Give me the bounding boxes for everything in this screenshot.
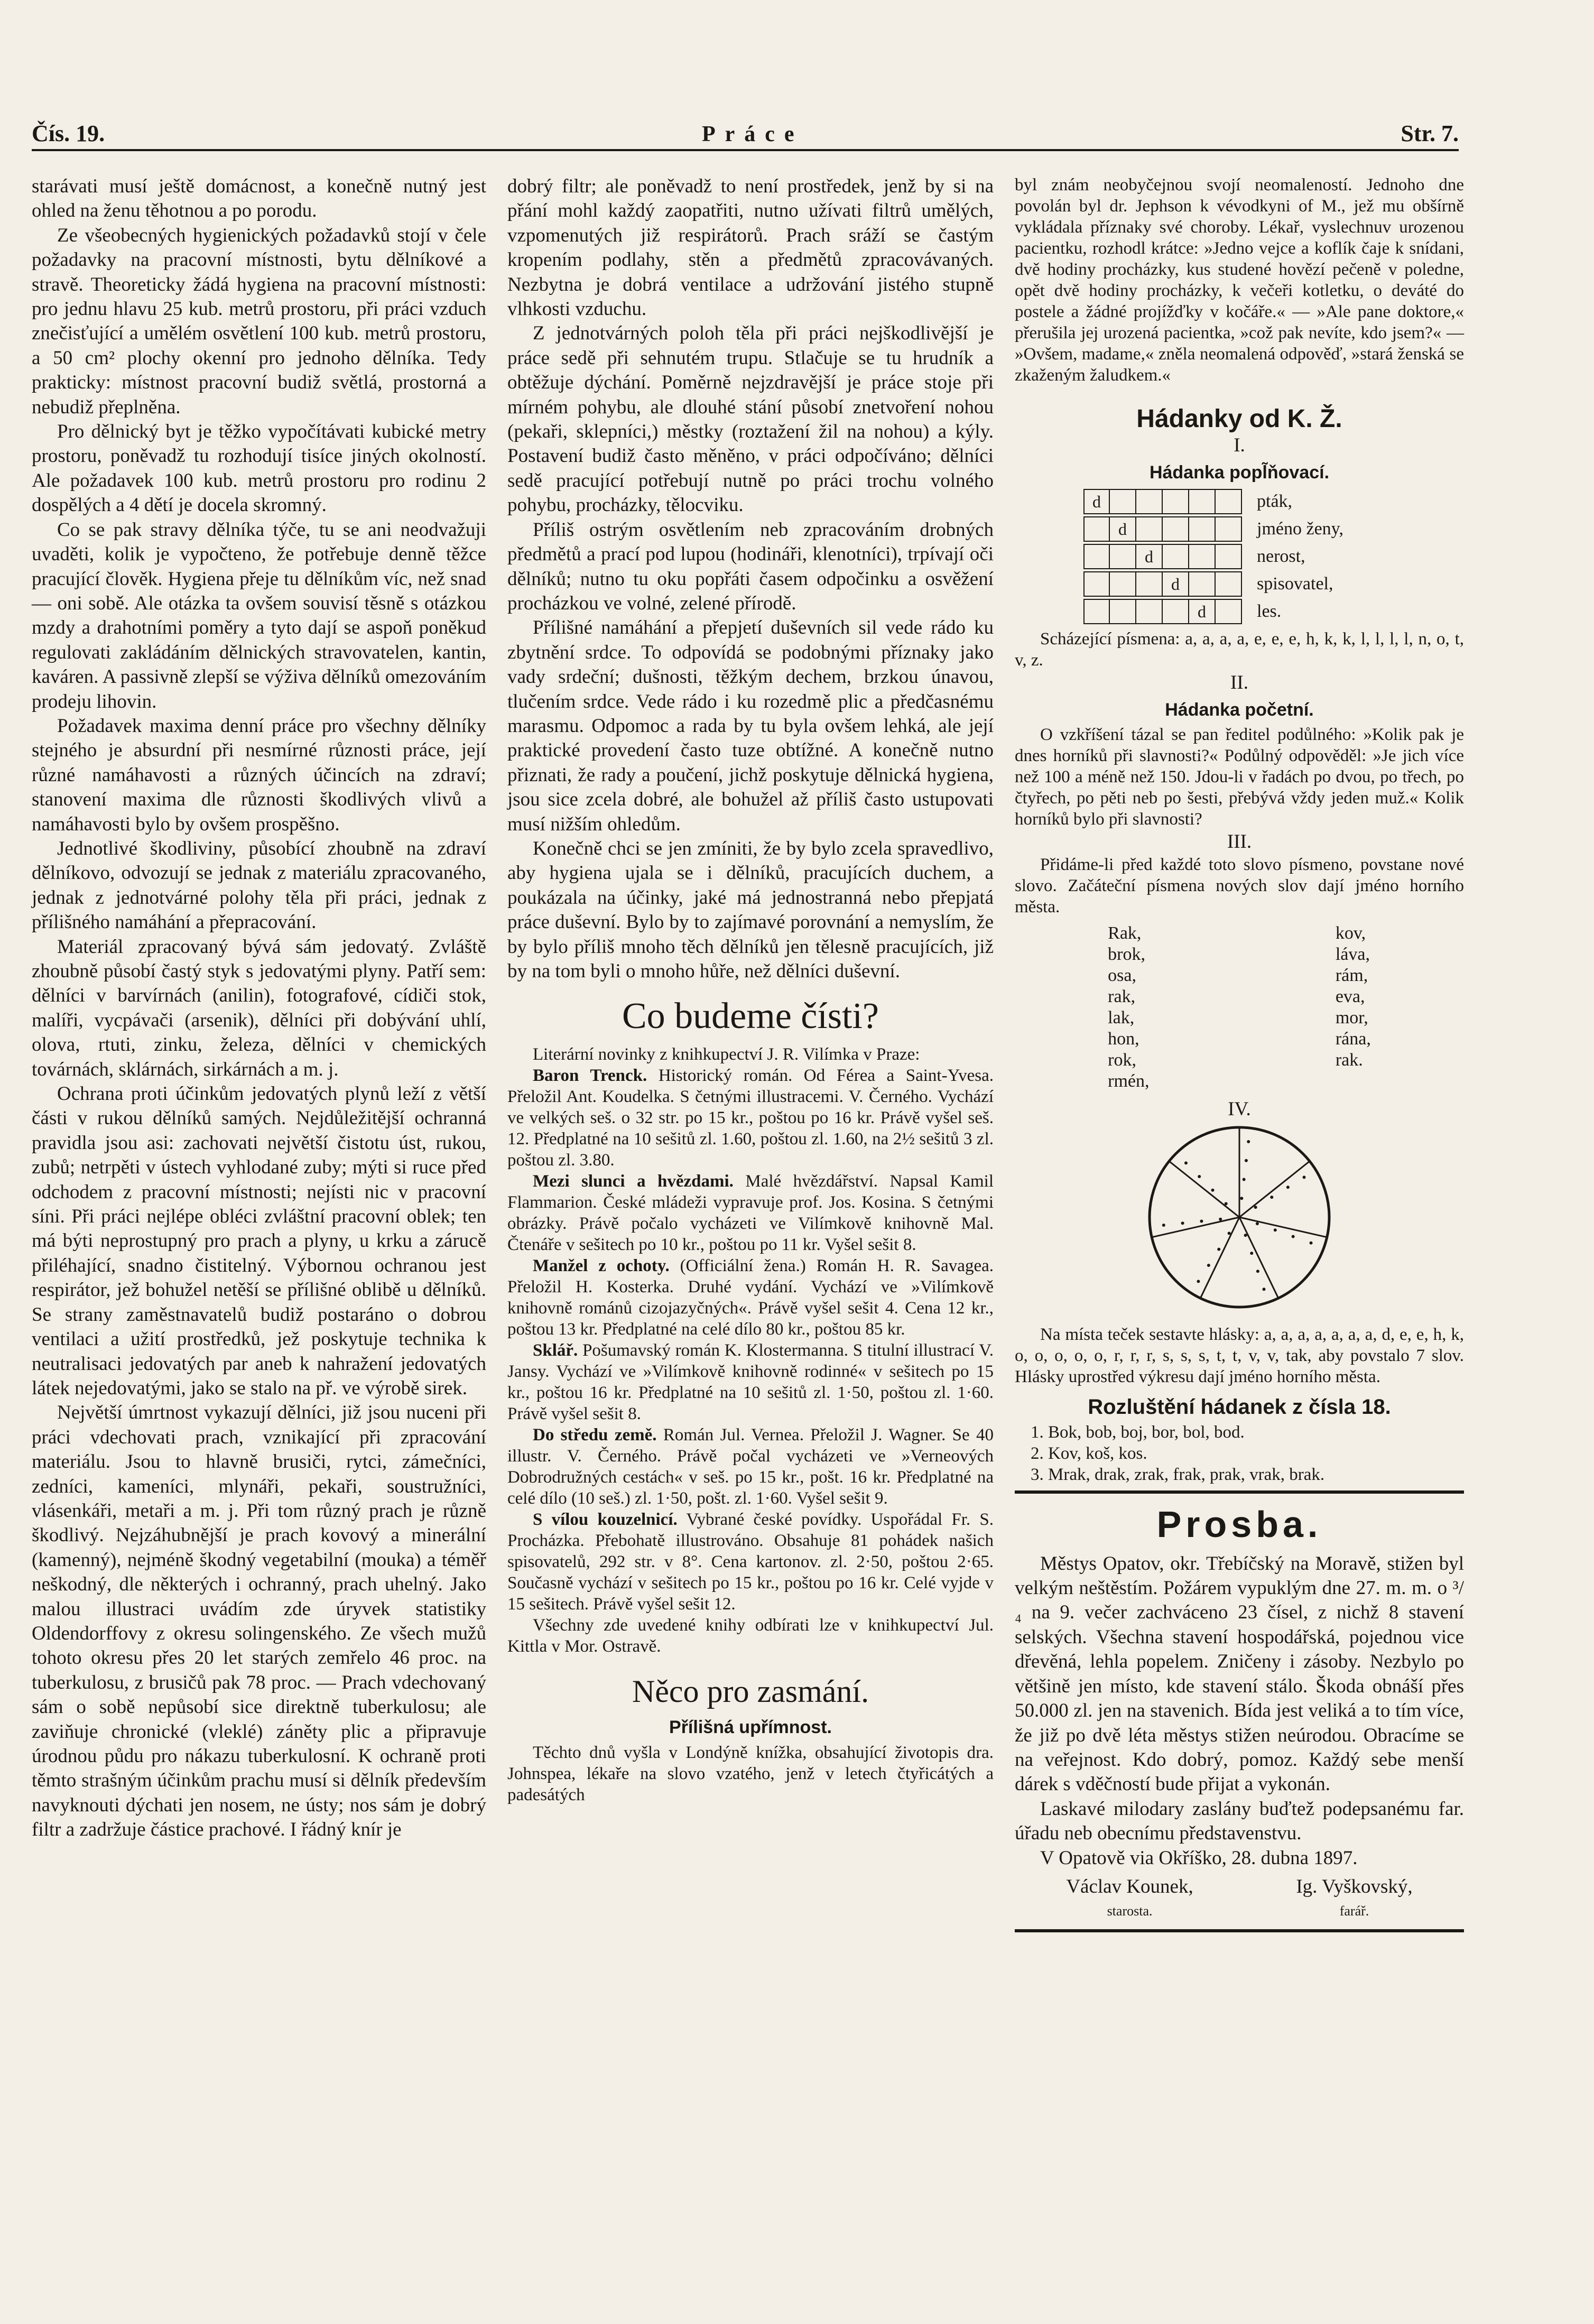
wheel-dot <box>1274 1228 1277 1232</box>
puzzle-3-text: Přidáme-li před každé toto slovo písmeno, povstane nové slovo. Začáteční písmena nových slov dají jméno horního města. <box>1015 855 1464 917</box>
word-item: rok, <box>1108 1050 1136 1070</box>
word-item: eva, <box>1335 987 1365 1007</box>
word-item: brok, <box>1108 945 1145 965</box>
paragraph: Přílišné namáhání a přepjetí duševních sil vede rádo ku zbytnění srdce. To odpovídá se podobnými příznaky jako vady srdeční; dušnosti, těžkým dechem, brzkou únavou, tlučením srdce. Vede rádo i ku rozedmě plic a předčasnému marasmu. Odpomoc a rada by tu byla ovšem lehká, ale její praktické provedení často tuze obtížné. A konečně nutno přiznati, že rady a poučení, jichž poskytuje dělnická hygiena, jsou sice zcela dobré, ale bohužel až příliš často ustupovati musí nižším ohledům. <box>507 617 994 835</box>
signature-2-name: Ig. Vyškovský, <box>1296 1875 1413 1897</box>
solution-item: 1. Bok, bob, boj, bor, bol, bod. <box>1031 1422 1245 1442</box>
wheel-dot <box>1197 1280 1200 1283</box>
paragraph: Jednotlivé škodliviny, působící zhoubně na zdraví dělníkovo, odvozují se jednak z materiálu zpracovaného, jednak z jednotvárné polohy těla při práci, jednak z přílišného namáhání a přepracování. <box>32 837 486 933</box>
wheel-dot <box>1225 1202 1228 1205</box>
book-title: Mezi slunci a hvězdami. <box>533 1172 734 1191</box>
column-1 <box>32 174 486 1842</box>
grid-cell: d <box>1110 516 1136 542</box>
book-item <box>507 1424 994 1509</box>
word-item: lak, <box>1108 1008 1135 1028</box>
books-closing: Všechny zde uvedené knihy odbírati lze v knihkupectví Jul. Kittla v Mor. Ostravě. <box>507 1616 994 1656</box>
grid-cell: d <box>1163 571 1189 597</box>
grid-cell <box>1110 571 1136 597</box>
signature-1-role: starosta. <box>1107 1903 1153 1919</box>
appeal-text-2: Laskavé milodary zaslány buďtež podepsanému far. úřadu neb obecnímu představenstvu. <box>1015 1798 1464 1845</box>
column-3 <box>1015 174 1464 1932</box>
wheel-dot <box>1228 1232 1231 1235</box>
grid-cells <box>1083 571 1242 597</box>
signature-1-name: Václav Kounek, <box>1066 1875 1193 1897</box>
grid-cell <box>1163 516 1189 542</box>
wheel-dot <box>1217 1248 1220 1251</box>
grid-cell <box>1189 544 1216 569</box>
book-title: Baron Trenck. <box>533 1066 647 1086</box>
grid-cell <box>1110 489 1136 514</box>
wheel-dot <box>1200 1219 1203 1223</box>
book-text: Vybrané české povídky. Uspořádal Fr. S. Procházka. Přebohatě illustrováno. Obsahuje 81 pohádek našich spisovatelů, 292 str. v 8°. Cena kartonov. zl. 2·50, poštou 2·65. Současně vychází v sešitech po 15 kr., poštou po 16 kr. Celé vyjde v 15 sešitech. Právě vyšel sešit 12. <box>507 1510 994 1614</box>
newspaper-title: Práce <box>701 122 804 146</box>
puzzle-1-number: I. <box>1234 434 1245 457</box>
solutions-heading: Rozluštění hádanek z čísla 18. <box>1088 1395 1391 1419</box>
wheel-dot <box>1254 1206 1257 1209</box>
puzzle-2-number: II. <box>1230 672 1248 694</box>
grid-cells <box>1083 544 1242 569</box>
book-item <box>507 1340 994 1424</box>
books-heading: Co budeme čísti? <box>622 996 879 1037</box>
wheel-spoke <box>1239 1217 1278 1298</box>
wheel-spoke <box>1152 1217 1239 1237</box>
word-item: Rak, <box>1108 923 1142 943</box>
puzzle-grid <box>1083 488 1464 625</box>
books-intro: Literární novinky z knihkupectví J. R. Vilímka v Praze: <box>533 1045 920 1064</box>
puzzle-3-right-words <box>1336 923 1371 1092</box>
grid-cell <box>1083 599 1110 624</box>
wheel-dot <box>1247 1140 1250 1143</box>
fun-heading: Něco pro zasmání. <box>632 1674 869 1709</box>
grid-cell <box>1136 599 1163 624</box>
grid-hint: spisovatel, <box>1257 574 1333 594</box>
wheel-dot <box>1219 1218 1222 1221</box>
paragraph: Konečně chci se jen zmíniti, že by bylo zcela spravedlivo, aby hygiena ujala se i dělníků, pracujících duchem, a poukázala na účinky, jaké má jednostranná nebo přepjatá práce duševní. Bylo by to zajímavé porovnání a nemyslím, že by bylo příliš mnoho těch dělníků jen tělesně pracujících, již by na tom byli o mnoho hůře, než dělníci duševní. <box>507 837 994 982</box>
grid-cell: d <box>1083 489 1110 514</box>
grid-row <box>1083 515 1464 543</box>
page-number: Str. 7. <box>1401 121 1459 146</box>
paragraph: Požadavek maxima denní práce pro všechny dělníky stejného je absurdní při nesmírné různosti práce, její různé namáhavosti a různých účincích na zdraví; stanovení maxima dle různosti škodlivých vlivů a namáhavosti bylo by ovšem prospěšno. <box>32 715 486 835</box>
book-item <box>507 1171 994 1255</box>
grid-cells <box>1083 516 1242 542</box>
appeal-heading: Prosba. <box>1156 1503 1322 1545</box>
wheel-dot <box>1243 1178 1246 1181</box>
wheel-diagram <box>1015 1122 1464 1318</box>
word-item: rak, <box>1108 987 1136 1007</box>
wheel-dot <box>1184 1161 1188 1164</box>
wheel-dot <box>1207 1264 1210 1267</box>
paragraph: starávati musí ještě domácnost, a konečně nutný jest ohled na ženu těhotnou a po porodu. <box>32 175 486 222</box>
wheel-spoke <box>1239 1161 1310 1217</box>
paragraph: Co se pak stravy dělníka týče, tu se ani neodvažuji uvaděti, kolik je vypočteno, že potřebuje denně těžce pracující člověk. Hygiena přeje tu dělníkům víc, než snad — oni sobě. Ale otázka ta ovšem souvisí těsně s otázkou mzdy a drahotními poměry a tyto dají se aspoň poněkud regulovati zakládáním dělnických stravovatelen, kantin, kaváren. A passivně zlepší se výživa dělníků omezováním prodeju lihovin. <box>32 518 486 712</box>
wheel-spoke <box>1169 1161 1239 1217</box>
book-item <box>507 1255 994 1340</box>
word-item: rána, <box>1335 1029 1371 1049</box>
book-title: Do středu země. <box>533 1425 657 1445</box>
grid-cell <box>1110 544 1136 569</box>
issue-number: Čís. 19. <box>32 121 105 146</box>
puzzle-1-missing: Scházející písmena: a, a, a, a, e, e, e, h, k, k, l, l, l, l, n, o, t, v, z. <box>1015 629 1464 670</box>
word-item: rám, <box>1335 966 1368 986</box>
paragraph: Pro dělnický byt je těžko vypočítávati kubické metry prostoru, poněvadž tu rozhodují tisíce jiných okolností. Ale požadavek 100 kub. metrů prostoru pro rodinu 2 dospělých a 4 dětí je docela skromný. <box>32 421 486 516</box>
wheel-dot <box>1245 1159 1248 1162</box>
word-item: hon, <box>1108 1029 1139 1049</box>
grid-cell <box>1189 571 1216 597</box>
grid-cell <box>1163 599 1189 624</box>
book-item <box>507 1065 994 1171</box>
wheel-dot <box>1181 1221 1184 1225</box>
solution-item: 2. Kov, koš, kos. <box>1031 1443 1147 1463</box>
grid-cell <box>1110 599 1136 624</box>
puzzle-3-words <box>1015 923 1464 1092</box>
appeal-text: Městys Opatov, okr. Třebíčský na Moravě, stižen byl velkým neštěstím. Požárem vypuklým dne 27. m. m. o ³/₄ na 9. večer zachváceno 23 čísel, z nichž 8 stavení selských. Všechna stavení hospodářská, pojednou vice dřevěná, lehla popelem. Zničeny i zásoby. Nezbylo po většině jen místo, kde stavení stálo. Škoda obnáší přes 50.000 zl. jen na stavenich. Bída jest veliká a to tím více, že již po dvě léta městys stižen neúrodou. Obracíme se na veřejnost. Kdo dobrý, pomoz. Každý sebe menší dárek s vděčností bude přijat a vykonán. <box>1015 1552 1464 1795</box>
wheel-dot <box>1162 1224 1165 1227</box>
puzzle-1-title: Hádanka popl̃ňovací. <box>1149 462 1330 483</box>
wheel-dot <box>1240 1197 1243 1200</box>
paragraph: Z jednotvárných poloh těla při práci nejškodlivější je práce sedě při sehnutém trupu. Stlačuje se tu hrudník a obtěžuje dýchání. Poměrně nejzdravější je práce stoje při mírném pohybu, ale dlouhé stání působí znetvoření nohou (pekaři, sklepníci,) městky (roztažení žil na nohou) a kýly. Postavení budiž často měněno, v práci odpočíváno; dělníci sedě pracující potřebují nutně po práci trochu volného pohybu, procházky, tělocviku. <box>507 322 994 516</box>
page-header <box>32 115 1459 147</box>
grid-cell <box>1163 489 1189 514</box>
puzzles-heading: Hádanky od K. Ž. <box>1136 405 1342 433</box>
grid-cell <box>1136 516 1163 542</box>
word-item: láva, <box>1335 945 1370 965</box>
grid-row <box>1083 598 1464 625</box>
grid-hint: jméno ženy, <box>1257 519 1343 539</box>
wheel-dot <box>1303 1175 1306 1179</box>
grid-hint: pták, <box>1257 492 1293 512</box>
section-divider <box>1015 1490 1464 1494</box>
paragraph: Příliš ostrým osvětlením neb zpracováním drobných předmětů a prací pod lupou (hodináři, klenotníci), trpívají oči dělníků; nutno tu oku popřáti časem odpočinku a osvěžení procházkou ve volné, zelené přírodě. <box>507 518 994 614</box>
grid-cell <box>1189 489 1216 514</box>
puzzle-2-title: Hádanka početní. <box>1165 699 1314 720</box>
grid-cell <box>1163 544 1189 569</box>
paragraph: Největší úmrtnost vykazují dělníci, již jsou nuceni při práci vdechovati prach, vznikající při zpracování materiálu. Jsou to hlavně brusiči, rytci, zámečníci, zedníci, kameníci, mlynáři, pekaři, soustružníci, vlásenkáři, metaři a m. j. Při tom různý prach je různě škodlivý. Nejzáhubnější je prach kovový a minerální (kamenný), nejméně škodný vegetabilní (mouka) a téměř neškodný, dle některých i ochranný, prach uhelný. Jako malou illustraci uvádím zde úryvek statistiky Oldendorffovy z okresu solingenského. Ze všech mužů tohoto okresu přes 20 let starých zemřelo 46 proc. na tuberkulosu, z brusičů pak 78 proc. — Prach vdechovaný sám o sobě nepůsobí sice direktně tuberkulosu; ale zaviňuje chronické (vleklé) záněty plic a připravuje úrodnou půdu pro nákazu tuberkulosní. K ochraně proti těmto strašným účinkům prachu musí si dělník především navyknouti dýchati jen nosem, ne ústy; nos sám je dobrý filtr a zadržuje částice prachové. I řádný knír je <box>32 1402 486 1841</box>
book-text: Román Jul. Vernea. Přeložil J. Wagner. Se 40 illustr. V. Černého. Právě počal vycházeti ve »Verneových Dobrodružných cestách« v seš. po 15 kr., pošt. 16 kr. Předplatné na celé dílo (10 seš.) zl. 1·50, pošt. zl. 1·60. Vyšel sešit 9. <box>507 1425 994 1508</box>
grid-row <box>1083 570 1464 598</box>
column-2 <box>507 174 994 1806</box>
grid-cell: d <box>1136 544 1163 569</box>
word-item: rmén, <box>1108 1071 1150 1091</box>
grid-hint: nerost, <box>1257 547 1305 567</box>
book-text: (Officiální žena.) Román H. R. Savagea. Přeložil H. Kosterka. Druhé vydání. Vychází ve »Vilímkově knihovně románů cizojazyčných«. Právě vyšel sešit 4. Cena 12 kr., poštou 13 kr. Předplatné na celé dílo 80 kr., poštou 85 kr. <box>507 1256 994 1339</box>
grid-cell <box>1216 599 1242 624</box>
book-text: Malé hvězdářství. Napsal Kamil Flammarion. České mládeži vypravuje prof. Jos. Kosina. S četnými obrázky. Právě počalo vycházeti ve Vilímkově knihovně Mal. Čtenáře v sešitech po 10 kr., poštou po 11 kr. Vyšel sešit 8. <box>507 1172 994 1255</box>
wheel-dot <box>1244 1234 1247 1237</box>
wheel-dot <box>1270 1196 1273 1199</box>
paragraph: dobrý filtr; ale poněvadž to není prostředek, jenž by si na přání mohl každý zaopatřiti, nutno užívati filtrů umělých, vzpomenutých již respirátorů. Prach sráží se častým kropením podlahy, stěn a předmětů zpracovávaných. Nezbytna je dobrá ventilace a udržování jistého stupně vlhkosti vzduchu. <box>507 175 994 320</box>
puzzle-3-number: III. <box>1227 831 1252 853</box>
grid-cells <box>1083 489 1242 514</box>
paragraph: Materiál zpracovaný bývá sám jedovatý. Zvláště zhoubně působí častý styk s jedovatými plyny. Patří sem: dělníci v barvírnách (anilin), fotografové, cídiči stok, malíři, vycpávači (arsenik), dělníci při dobývání uhlí, olova, rtuti, zinku, železa, dělníci v chemických továrnách, sklárnách, sirkárnách a m. j. <box>32 936 486 1080</box>
bottom-divider <box>1015 1929 1464 1932</box>
grid-cell <box>1083 516 1110 542</box>
solution-item: 3. Mrak, drak, zrak, frak, prak, vrak, brak. <box>1031 1465 1325 1484</box>
grid-cell <box>1083 544 1110 569</box>
fun-text: Těchto dnů vyšla v Londýně knížka, obsahující životopis dra. Johnspea, lékaře na slovo vzatého, jenž v letech čtyřicátých a padesátých <box>507 1743 994 1804</box>
word-item: rak. <box>1335 1050 1363 1070</box>
wheel-spoke <box>1239 1217 1327 1237</box>
book-text: Pošumavský román K. Klostermanna. S titulní illustrací V. Jansy. Vychází ve »Vilímkově knihovně rodinné« v sešitech po 15 kr., poštou 16 kr. Předplatné na 10 sešitů zl. 1·50, poštou zl. 1·60. Právě vyšel sešit 8. <box>507 1341 994 1424</box>
wheel-dot <box>1256 1270 1259 1273</box>
signatures <box>1015 1875 1464 1924</box>
grid-cells <box>1083 599 1242 624</box>
word-item: kov, <box>1335 923 1366 943</box>
grid-hint: les. <box>1257 601 1282 622</box>
grid-cell <box>1189 516 1216 542</box>
grid-cell: d <box>1189 599 1216 624</box>
grid-cell <box>1216 571 1242 597</box>
signature-1 <box>1066 1875 1193 1924</box>
solutions-list <box>1031 1422 1464 1485</box>
signature-2-role: farář. <box>1339 1903 1369 1919</box>
grid-cell <box>1216 489 1242 514</box>
appeal-place-date: V Opatově via Okříško, 28. dubna 1897. <box>1040 1847 1358 1869</box>
wheel-dot <box>1198 1175 1201 1178</box>
word-item: osa, <box>1108 966 1136 986</box>
puzzle-4-text: Na místa teček sestavte hlásky: a, a, a, a, a, a, a, d, e, e, h, k, o, o, o, o, o, r, r, r, s, s, s, t, t, v, v, tak, aby povstalo 7 slov. Hlásky uprostřed výkresu dají jméno horního města. <box>1015 1325 1464 1387</box>
wheel-dot <box>1286 1186 1290 1189</box>
grid-cell <box>1216 544 1242 569</box>
paragraph: Ze všeobecných hygienických požadavků stojí v čele požadavky na pracovní místnosti, bytu dělníkové a stravě. Theoreticky žádá hygiena na pracovní místnosti: pro jednu hlavu 25 kub. metrů prostoru, při práci vzduch znečisťující a umělém osvětlení 100 kub. metrů prostoru, a 50 cm² plochy okenní pro jednoho dělníka. Tedy prakticky: místnost pracovní budiž světlá, prostorná a nebudiž přeplněna. <box>32 224 486 418</box>
grid-cell <box>1216 516 1242 542</box>
wheel-dot <box>1310 1241 1313 1244</box>
puzzle-2-text: O vzkříšení tázal se pan ředitel podůlného: »Kolik pak je dnes horníků při slavnosti?« Podůlný odpověděl: »Je jich více než 100 a méně než 150. Jdou-li v řadách po dvou, po třech, po čtyřech, po pěti neb po šesti, přebývá vždy jeden muž.« Kolik horníků bylo při slavnosti? <box>1015 725 1464 829</box>
books-section <box>507 1044 994 1657</box>
fun-subheading: Přílišná upřímnost. <box>669 1717 832 1738</box>
paragraph: Ochrana proti účinkům jedovatých plynů leží z větší části v rukou dělníků samých. Nejdůležitější ochranná pravidla jsou asi: zachovati největší čistotu úst, rukou, zubů; netrpěti v ústech vyhlodané zuby; mýti si ruce před odchodem z pracovní místnosti; nejísti nic v pracovní síni. Při práci nejlépe obléci zvláštní pracovní oblek; ten má býti neprostupný pro prach a plyny, u krku a zárucě přiléhající, snadno čistitelný. Výbornou ochranou jest respirátor, jež bohužel netěší se přílišné oblibě u dělníků. Se strany zaměstnavatelů budiž postaráno o dobrou ventilaci a užití prostředků, jež poskytuje technika k neutralisaci jedovatých par aneb k nahražení jedovatých látek nejedovatými, jako se stalo na př. ve výrobě sirek. <box>32 1083 486 1399</box>
wheel-dot <box>1262 1288 1265 1291</box>
grid-cell <box>1083 571 1110 597</box>
grid-row <box>1083 488 1464 515</box>
anecdote-continuation: byl znám neobyčejnou svojí neomaleností. Jednoho dne povolán byl dr. Jephson k vévodkyni of M., jež mu obšírně vykládala příznaky své choroby. Lékař, vyslechnuv urozenou pacientku, rozhodl krátce: »Jedno vejce a koflík čaje k snídani, dvě hodiny procházky, kus studené hovězí pečeně v poledne, opět dvě hodiny procházky, k večeři kotletku, o deváté do postele a žádné projížďky v kočáře.« — »Ale pane doktore,« přerušila jej urozená pacientka, »což pak nevíte, kdo jsem?« — »Ovšem, madame,« zněla neomalená odpověď, »stará ženská se zkaženým žaludkem.« <box>1015 175 1464 385</box>
grid-row <box>1083 543 1464 570</box>
wheel-dot <box>1250 1252 1253 1255</box>
wheel-dot <box>1256 1222 1259 1225</box>
word-item: mor, <box>1335 1008 1368 1028</box>
book-text: Historický román. Od Férea a Saint-Yvesa. Přeložil Ant. Koudelka. S četnými illustracemi. V. Černého. Vychází ve velkých seš. o 32 str. po 15 kr., poštou po 16 kr. Právě vyšel seš. 12. Předplatné na 10 sešitů zl. 1.60, poštou zl. 1.60, na 2½ sešitů 3 zl. poštou zl. 3.80. <box>507 1066 994 1170</box>
grid-cell <box>1136 571 1163 597</box>
wheel-spoke <box>1200 1217 1239 1298</box>
grid-cell <box>1136 489 1163 514</box>
header-rule <box>32 149 1459 151</box>
puzzle-3-left-words <box>1108 923 1149 1092</box>
wheel-dot <box>1292 1235 1295 1238</box>
signature-2 <box>1296 1875 1412 1924</box>
wheel-dot <box>1211 1189 1214 1192</box>
book-title: Manžel z ochoty. <box>533 1256 670 1276</box>
book-item <box>507 1509 994 1615</box>
book-title: S vílou kouzelnicí. <box>533 1510 678 1530</box>
book-title: Sklář. <box>533 1341 578 1360</box>
puzzle-4-number: IV. <box>1228 1098 1251 1121</box>
